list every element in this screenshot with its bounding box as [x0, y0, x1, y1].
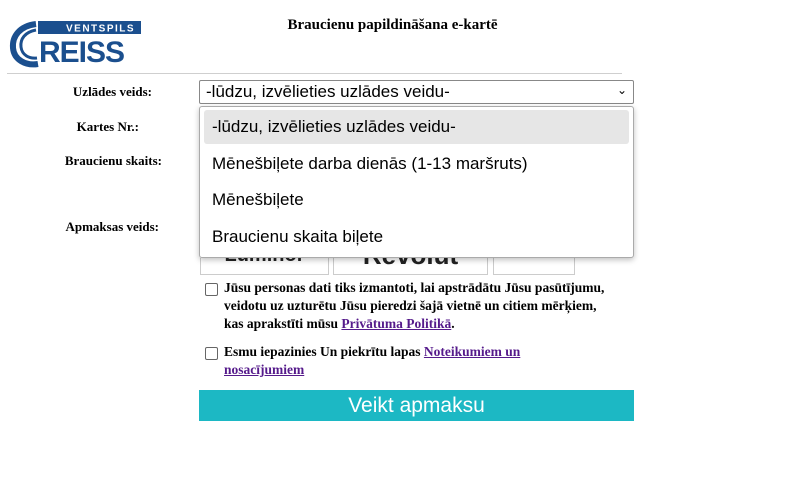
terms-link[interactable]: Noteikumiem un nosacījumiem: [224, 344, 521, 377]
load-type-select[interactable]: [199, 80, 634, 104]
trips-label: Braucienu skaits:: [64, 153, 162, 168]
option-monthly[interactable]: Mēnešbiļete: [212, 190, 304, 209]
option-placeholder[interactable]: -lūdzu, izvēlieties uzlādes veidu-: [204, 110, 629, 144]
payment-revolut[interactable]: [333, 258, 488, 275]
header-divider: [7, 73, 622, 74]
privacy-checkbox[interactable]: [205, 283, 218, 296]
terms-text: Esmu iepazinies Un piekrītu lapas Noteikumiem un nosacījumiem: [224, 344, 521, 377]
select-value: -lūdzu, izvēlieties uzlādes veidu-: [206, 82, 450, 101]
load-type-label: Uzlādes veids:: [72, 84, 152, 99]
pay-button[interactable]: Veikt apmaksu: [199, 390, 634, 421]
terms-checkbox[interactable]: [205, 347, 218, 360]
privacy-policy-link[interactable]: Privātuma Politikā: [341, 316, 452, 331]
privacy-text: Jūsu personas dati tiks izmantoti, lai apstrādātu Jūsu pasūtījumu, veidotu uz uzturētu Jūsu pieredzi šajā vietnē un citiem mērķiem, kas aprakstīti mūsu Privātuma Politikā.: [224, 280, 605, 331]
load-type-dropdown: [199, 106, 634, 258]
option-monthly-workdays[interactable]: Mēnešbiļete darba dienās (1-13 maršruts): [212, 154, 528, 173]
chevron-down-icon: ⌄: [616, 83, 627, 97]
page-title: Braucienu papildināšana e-kartē: [287, 17, 498, 33]
payment-luminor[interactable]: [200, 258, 329, 275]
payment-label: Apmaksas veids:: [65, 219, 159, 234]
option-trip-count[interactable]: Braucienu skaita biļete: [212, 227, 384, 246]
payment-other[interactable]: [493, 258, 575, 275]
logo-name: REISS: [39, 36, 125, 69]
card-nr-label: Kartes Nr.:: [76, 119, 139, 134]
logo-top-text: VENTSPILS: [66, 23, 136, 35]
